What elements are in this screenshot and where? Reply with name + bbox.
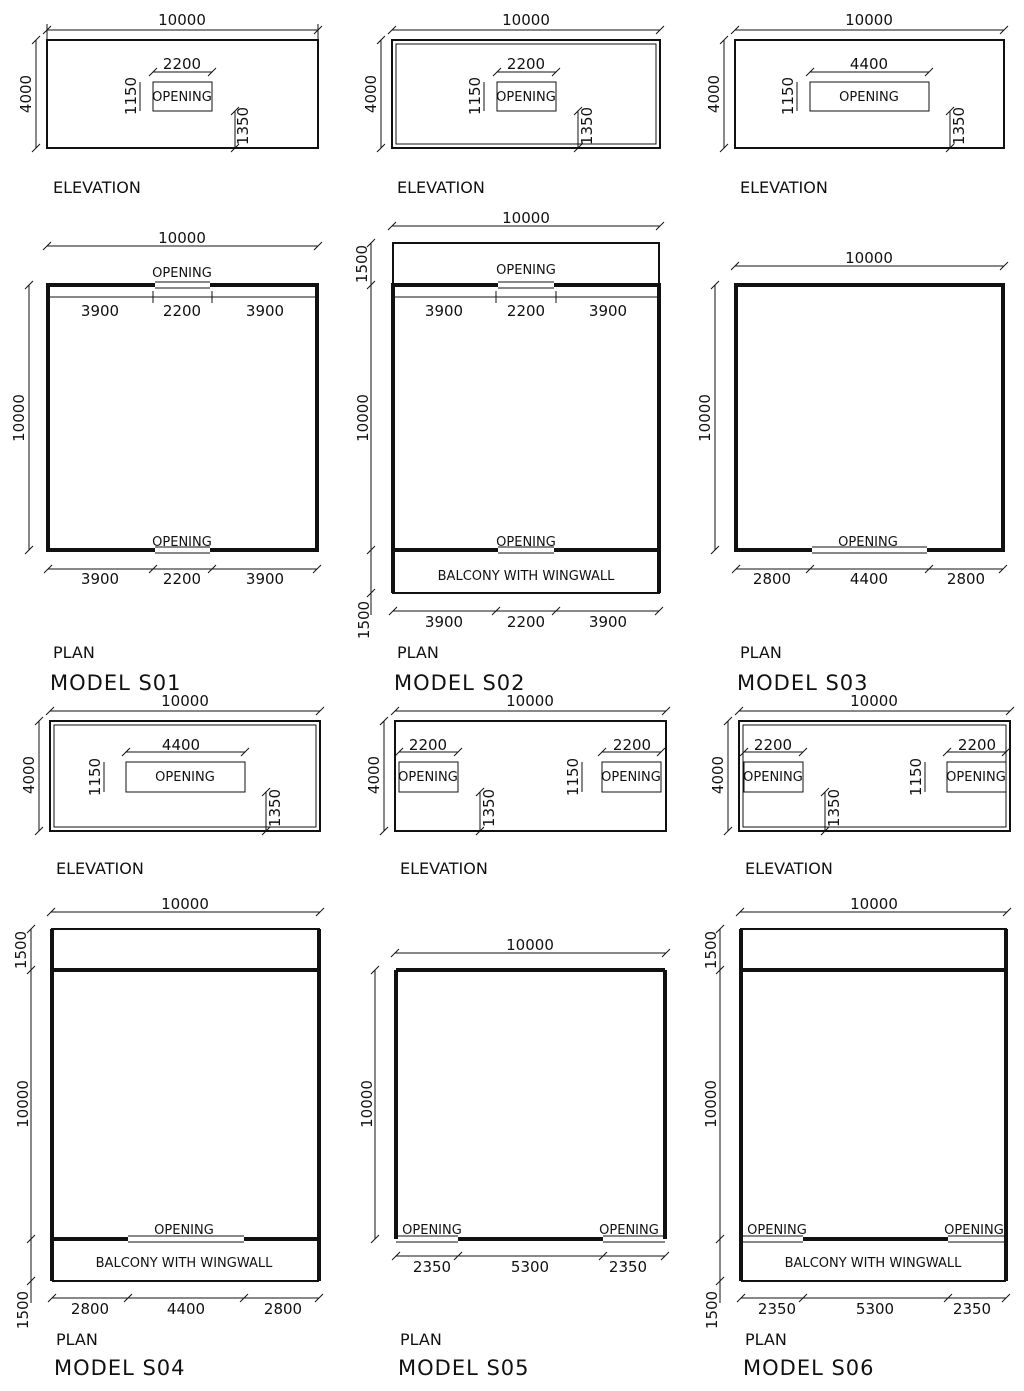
s02-elevation: [362, 11, 664, 197]
s04-plan-depth-dim: 10000: [14, 1080, 32, 1128]
s05-elev-height-dim: 4000: [365, 755, 383, 795]
s05-elev-left-opening-label: OPENING: [398, 770, 458, 785]
s02-plan-top-seg-1: 3900: [424, 302, 464, 320]
s01-elev-height-dim: 4000: [17, 74, 35, 114]
s06-elev-width-dim: 10000: [850, 692, 898, 710]
s02-elev-width-dim: 10000: [502, 11, 550, 29]
s02-plan-bottom-seg-1: 3900: [424, 613, 464, 631]
s05-elevation-caption: ELEVATION: [400, 859, 488, 878]
s05-plan-bottom-seg-3: 2350: [608, 1258, 648, 1276]
s04-elev-sill-dim: 1350: [266, 788, 284, 828]
s05-elev-right-opening-label: OPENING: [601, 770, 661, 785]
s06-plan: [702, 895, 1011, 1380]
s04-plan-caption: PLAN: [56, 1330, 98, 1349]
s06-elev-opening-height-dim: 1150: [907, 757, 925, 797]
s01-model-title: MODEL S01: [50, 671, 182, 695]
model-s01: [10, 11, 322, 695]
s05-elev-sill-dim: 1350: [480, 788, 498, 828]
s03-elev-sill-dim: 1350: [950, 106, 968, 146]
s03-elev-height-dim: 4000: [705, 74, 723, 114]
s01-plan-bottom-opening-label: OPENING: [152, 535, 212, 550]
s01-elevation: [17, 11, 322, 197]
s06-plan-width-dim: 10000: [850, 895, 898, 913]
s01-plan-bottom-seg-3: 3900: [245, 570, 285, 588]
s03-plan-bottom-seg-3: 2800: [946, 570, 986, 588]
s03-plan-width-dim: 10000: [845, 249, 893, 267]
model-s02: [353, 11, 664, 695]
s05-plan-width-dim: 10000: [506, 936, 554, 954]
s06-plan-bottom-seg-2: 5300: [855, 1300, 895, 1318]
s02-elev-height-dim: 4000: [362, 74, 380, 114]
s01-elev-width-dim: 10000: [158, 11, 206, 29]
s02-elev-opening-width-dim: 2200: [506, 55, 546, 73]
s03-plan-bottom-opening-label: OPENING: [838, 535, 898, 550]
s03-elev-opening-label: OPENING: [839, 90, 899, 105]
model-s06: [702, 692, 1014, 1380]
s01-plan-bottom-seg-2: 2200: [162, 570, 202, 588]
s06-elev-sill-dim: 1350: [825, 788, 843, 828]
s01-plan: [10, 229, 322, 695]
s01-elev-opening-width-dim: 2200: [162, 55, 202, 73]
s05-model-title: MODEL S05: [398, 1356, 530, 1380]
s05-elev-width-dim: 10000: [506, 692, 554, 710]
s04-elev-opening-label: OPENING: [155, 770, 215, 785]
s04-plan-bottom-balcony-dim: 1500: [14, 1290, 32, 1330]
s06-elev-left-opening-width-dim: 2200: [753, 736, 793, 754]
s02-elev-opening-height-dim: 1150: [466, 76, 484, 116]
s02-plan-bottom-balcony-dim: 1500: [355, 600, 373, 640]
s01-elev-opening-label: OPENING: [152, 90, 212, 105]
s06-elev-height-dim: 4000: [709, 755, 727, 795]
s05-plan-right-opening-label: OPENING: [599, 1223, 659, 1238]
s03-elev-opening-height-dim: 1150: [779, 76, 797, 116]
s06-plan-caption: PLAN: [745, 1330, 787, 1349]
s05-elevation: [365, 692, 670, 878]
s04-elev-opening-width-dim: 4400: [161, 736, 201, 754]
s04-elevation: [20, 692, 324, 878]
s01-plan-top-seg-3: 3900: [245, 302, 285, 320]
s04-plan-bottom-opening-label: OPENING: [154, 1223, 214, 1238]
s01-elev-opening-height-dim: 1150: [122, 76, 140, 116]
s06-plan-bottom-seg-1: 2350: [757, 1300, 797, 1318]
s01-plan-top-opening-label: OPENING: [152, 266, 212, 281]
s01-plan-top-seg-1: 3900: [80, 302, 120, 320]
s06-plan-right-opening-label: OPENING: [944, 1223, 1004, 1238]
s03-model-title: MODEL S03: [737, 671, 869, 695]
s05-elev-right-opening-width-dim: 2200: [612, 736, 652, 754]
s01-plan-top-seg-2: 2200: [162, 302, 202, 320]
s05-plan-caption: PLAN: [400, 1330, 442, 1349]
s06-elevation-caption: ELEVATION: [745, 859, 833, 878]
s01-plan-depth-dim: 10000: [10, 394, 28, 442]
s05-elev-left-opening-width-dim: 2200: [408, 736, 448, 754]
s05-plan-depth-dim: 10000: [358, 1080, 376, 1128]
s05-elev-opening-height-dim: 1150: [564, 757, 582, 797]
s02-elevation-caption: ELEVATION: [397, 178, 485, 197]
s06-elevation: [709, 692, 1014, 878]
s02-elev-opening-label: OPENING: [496, 90, 556, 105]
model-s03: [696, 11, 1008, 695]
s02-plan-depth-dim: 10000: [354, 394, 372, 442]
s02-elev-sill-dim: 1350: [578, 106, 596, 146]
s05-plan-left-opening-label: OPENING: [402, 1223, 462, 1238]
s03-elev-width-dim: 10000: [845, 11, 893, 29]
s03-elevation: [705, 11, 1008, 197]
s03-plan-caption: PLAN: [740, 643, 782, 662]
s06-plan-depth-dim: 10000: [702, 1080, 720, 1128]
s06-plan-balcony-label: BALCONY WITH WINGWALL: [784, 1256, 962, 1271]
s04-plan-width-dim: 10000: [161, 895, 209, 913]
s04-model-title: MODEL S04: [54, 1356, 186, 1380]
model-s04: [12, 692, 324, 1380]
s06-model-title: MODEL S06: [743, 1356, 875, 1380]
s03-elevation-caption: ELEVATION: [740, 178, 828, 197]
s01-elevation-caption: ELEVATION: [53, 178, 141, 197]
s02-plan-top-seg-2: 2200: [506, 302, 546, 320]
s01-elev-sill-dim: 1350: [234, 106, 252, 146]
s06-plan-left-opening-label: OPENING: [747, 1223, 807, 1238]
s04-plan-bottom-seg-2: 4400: [166, 1300, 206, 1318]
s01-plan-bottom-seg-1: 3900: [80, 570, 120, 588]
s03-elev-opening-width-dim: 4400: [849, 55, 889, 73]
s04-plan-bottom-seg-1: 2800: [70, 1300, 110, 1318]
s04-plan: [12, 895, 324, 1380]
s06-elev-left-opening-label: OPENING: [743, 770, 803, 785]
model-s05: [358, 692, 670, 1380]
s03-plan-bottom-seg-1: 2800: [752, 570, 792, 588]
s02-plan-bottom-seg-2: 2200: [506, 613, 546, 631]
s02-plan-balcony-label: BALCONY WITH WINGWALL: [437, 569, 615, 584]
s04-elev-height-dim: 4000: [20, 755, 38, 795]
s05-plan: [358, 936, 670, 1380]
s02-plan: [353, 209, 664, 695]
s04-plan-balcony-label: BALCONY WITH WINGWALL: [95, 1256, 273, 1271]
s04-elev-opening-height-dim: 1150: [86, 757, 104, 797]
s03-plan: [696, 249, 1008, 695]
s02-plan-bottom-seg-3: 3900: [588, 613, 628, 631]
s06-plan-top-balcony-dim: 1500: [702, 930, 720, 970]
s06-elev-right-opening-label: OPENING: [946, 770, 1006, 785]
s01-plan-caption: PLAN: [53, 643, 95, 662]
s03-plan-depth-dim: 10000: [696, 394, 714, 442]
s06-plan-bottom-balcony-dim: 1500: [703, 1290, 721, 1330]
s05-plan-bottom-seg-2: 5300: [510, 1258, 550, 1276]
s02-plan-top-seg-3: 3900: [588, 302, 628, 320]
s02-plan-width-dim: 10000: [502, 209, 550, 227]
s02-plan-caption: PLAN: [397, 643, 439, 662]
s06-plan-bottom-seg-3: 2350: [952, 1300, 992, 1318]
s02-plan-top-opening-label: OPENING: [496, 263, 556, 278]
s06-elev-right-opening-width-dim: 2200: [957, 736, 997, 754]
s02-plan-top-balcony-dim: 1500: [353, 244, 371, 284]
s02-model-title: MODEL S02: [394, 671, 526, 695]
s05-plan-bottom-seg-1: 2350: [412, 1258, 452, 1276]
s04-plan-top-balcony-dim: 1500: [12, 930, 30, 970]
s04-elevation-caption: ELEVATION: [56, 859, 144, 878]
s02-plan-bottom-opening-label: OPENING: [496, 535, 556, 550]
s01-plan-width-dim: 10000: [158, 229, 206, 247]
s04-elev-width-dim: 10000: [161, 692, 209, 710]
s03-plan-bottom-seg-2: 4400: [849, 570, 889, 588]
s04-plan-bottom-seg-3: 2800: [263, 1300, 303, 1318]
